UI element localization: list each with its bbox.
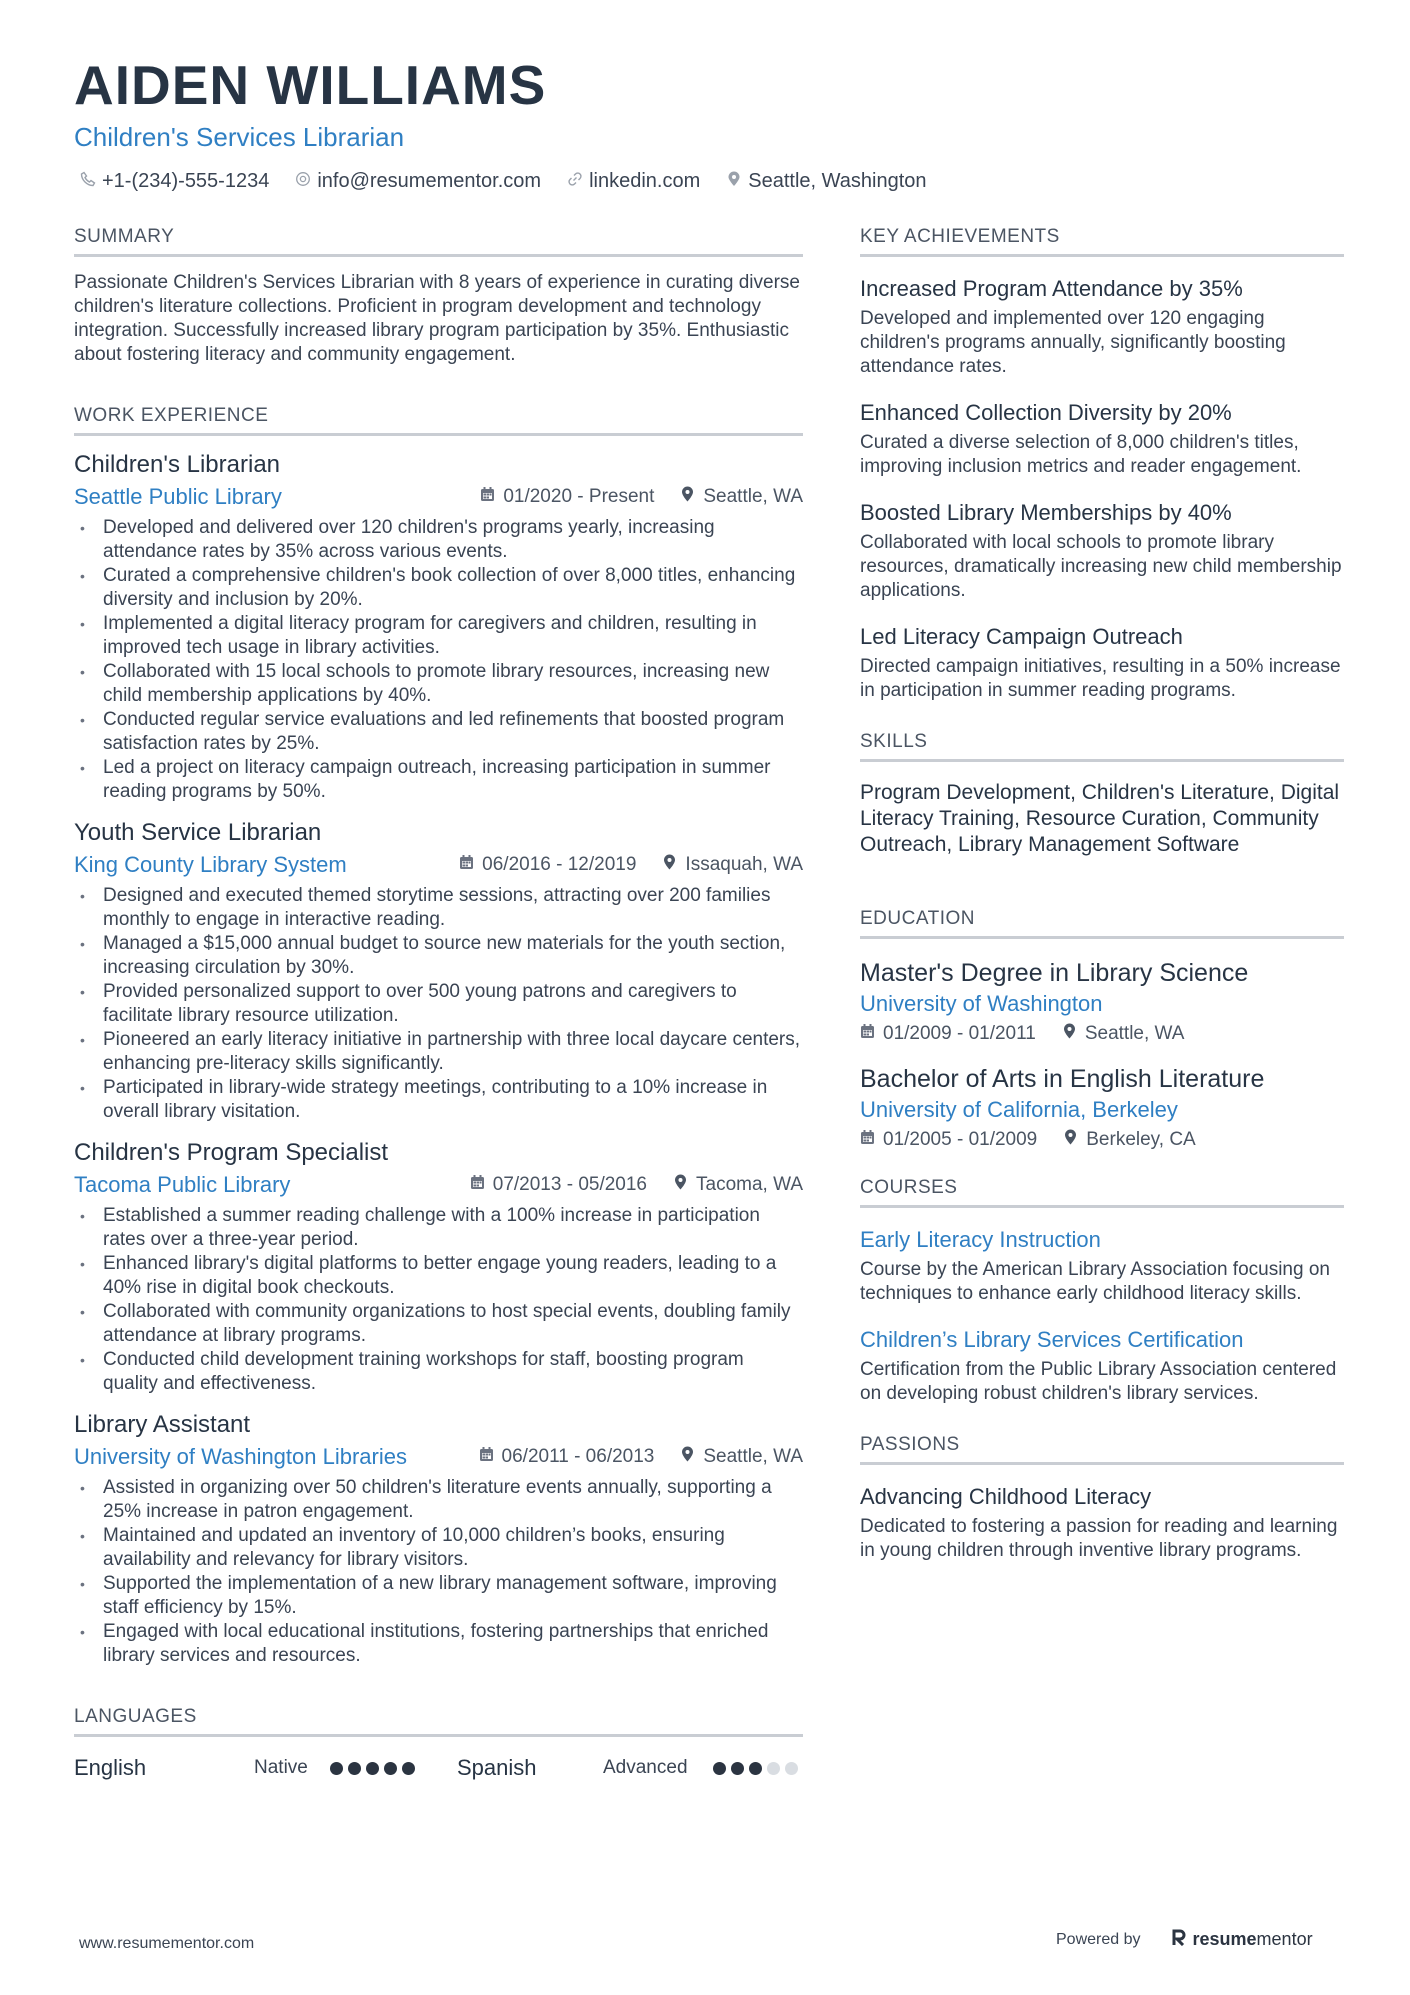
brand-mark-icon <box>1171 1928 1187 1951</box>
courses-section <box>860 1177 1344 1406</box>
achievement-text: Directed campaign initiatives, resulting in a 50% increase in participation in summer reading programs. <box>860 656 1341 701</box>
location-pin-icon <box>726 170 742 193</box>
calendar-icon <box>860 1129 875 1151</box>
bullet-item: • Assisted in organizing over 50 children's literature events annually, supporting a 25% increase in patron engagement. <box>74 1476 803 1524</box>
job-bullets <box>74 1204 803 1396</box>
job-location-text: Issaquah, WA <box>685 854 803 875</box>
bullet-item: • Participated in library-wide strategy meetings, contributing to a 10% increase in overall library visitation. <box>74 1076 803 1124</box>
language-rating <box>713 1762 798 1775</box>
job-title: Youth Service Librarian <box>74 819 322 846</box>
achievements-section <box>860 226 1344 703</box>
degree-title: Master's Degree in Library Science <box>860 959 1249 987</box>
job-dates-text: 01/2020 - Present <box>503 486 655 507</box>
job-location-text: Seattle, WA <box>703 486 803 507</box>
contact-linkedin[interactable] <box>567 170 700 193</box>
achievement-item <box>860 499 1344 603</box>
achievement-item <box>860 623 1344 703</box>
achievement-title: Boosted Library Memberships by 40% <box>860 500 1232 525</box>
bullet-item: • Maintained and updated an inventory of 10,000 children’s books, ensuring availability and relevancy for library visitors. <box>74 1524 803 1572</box>
job-location-text: Seattle, WA <box>703 1446 803 1467</box>
company-name[interactable]: King County Library System <box>74 852 347 877</box>
location-pin-icon <box>673 1174 688 1196</box>
brand-logo[interactable] <box>1171 1928 1313 1951</box>
calendar-icon <box>470 1174 485 1196</box>
job-title: Library Assistant <box>74 1411 251 1438</box>
rating-dot <box>731 1762 744 1775</box>
bullet-item: • Curated a comprehensive children's book collection of over 8,000 titles, enhancing diversity and inclusion by 20%. <box>74 564 803 612</box>
contact-bar <box>80 170 927 193</box>
language-item <box>457 1755 798 1781</box>
achievement-title: Led Literacy Campaign Outreach <box>860 624 1183 649</box>
job-dates-text: 06/2011 - 06/2013 <box>501 1446 655 1467</box>
brand-bold: resume <box>1192 1929 1257 1949</box>
rating-dot <box>767 1762 780 1775</box>
job-meta <box>74 1444 803 1470</box>
education-list <box>860 957 1344 1151</box>
job-meta-right <box>470 1174 803 1196</box>
work-experience-section <box>74 405 803 1668</box>
school-name[interactable]: University of Washington <box>860 991 1103 1016</box>
course-title[interactable]: Early Literacy Instruction <box>860 1227 1101 1252</box>
email-text: info@resumementor.com <box>317 170 542 192</box>
achievement-item <box>860 399 1344 479</box>
language-name: English <box>74 1755 147 1780</box>
degree-title: Bachelor of Arts in English Literature <box>860 1065 1265 1093</box>
education-item <box>860 1063 1344 1151</box>
rating-dot <box>330 1762 343 1775</box>
bullet-item: • Engaged with local educational institutions, fostering partnerships that enriched library services and resources. <box>74 1620 803 1668</box>
calendar-icon <box>479 1446 494 1468</box>
rating-dot <box>785 1762 798 1775</box>
achievement-item <box>860 275 1344 379</box>
contact-location <box>726 170 926 193</box>
summary-heading: SUMMARY <box>74 226 803 257</box>
passion-text: Dedicated to fostering a passion for reading and learning in young children through inventive library programs. <box>860 1516 1338 1561</box>
job-entry <box>74 1410 803 1668</box>
passion-item <box>860 1483 1344 1563</box>
job-meta <box>74 1172 803 1198</box>
calendar-icon <box>480 486 495 508</box>
education-section <box>860 908 1344 1151</box>
language-level: Advanced <box>603 1757 688 1778</box>
brand-light: mentor <box>1256 1929 1313 1949</box>
bullet-item: • Conducted child development training workshops for staff, boosting program quality and effectiveness. <box>74 1348 803 1396</box>
location-pin-icon <box>662 854 677 876</box>
achievement-title: Enhanced Collection Diversity by 20% <box>860 400 1232 425</box>
job-dates-text: 06/2016 - 12/2019 <box>482 854 637 875</box>
education-location <box>1062 1023 1185 1045</box>
education-location-text: Seattle, WA <box>1084 1023 1185 1044</box>
bullet-item: • Pioneered an early literacy initiative in partnership with three local daycare centers, enhancing pre-literacy skills significantly. <box>74 1028 803 1076</box>
footer-brand <box>1056 1928 1313 1951</box>
education-heading: EDUCATION <box>860 908 1344 939</box>
passions-heading: PASSIONS <box>860 1434 1344 1465</box>
rating-dot <box>713 1762 726 1775</box>
linkedin-text: linkedin.com <box>589 170 701 192</box>
candidate-name: AIDEN WILLIAMS <box>74 54 547 116</box>
job-dates <box>459 854 636 876</box>
job-location <box>680 1446 803 1468</box>
bullet-item: • Managed a $15,000 annual budget to source new materials for the youth section, increasing circulation by 30%. <box>74 932 803 980</box>
language-rating <box>330 1762 415 1775</box>
bullet-item: • Established a summer reading challenge with a 100% increase in participation rates over a three-year period. <box>74 1204 803 1252</box>
language-level: Native <box>254 1757 308 1778</box>
bullet-item: • Collaborated with 15 local schools to promote library resources, increasing new child membership applications by 40%. <box>74 660 803 708</box>
rating-dot <box>348 1762 361 1775</box>
location-pin-icon <box>680 486 695 508</box>
achievement-text: Collaborated with local schools to promote library resources, dramatically increasing new child membership applications. <box>860 532 1342 601</box>
job-dates-text: 07/2013 - 05/2016 <box>492 1174 647 1195</box>
location-text: Seattle, Washington <box>748 170 927 192</box>
work-experience-heading: WORK EXPERIENCE <box>74 405 803 436</box>
education-location <box>1063 1129 1195 1151</box>
job-bullets <box>74 516 803 804</box>
bullet-item: • Developed and delivered over 120 children's programs yearly, increasing attendance rates by 35% across various events. <box>74 516 803 564</box>
location-pin-icon <box>680 1446 695 1468</box>
job-location <box>662 854 803 876</box>
rating-dot <box>749 1762 762 1775</box>
job-meta <box>74 852 803 878</box>
passion-list <box>860 1483 1344 1563</box>
at-icon <box>295 170 311 193</box>
summary-section <box>74 226 803 367</box>
bullet-item: • Conducted regular service evaluations and led refinements that boosted program satisfaction rates by 25%. <box>74 708 803 756</box>
courses-heading: COURSES <box>860 1177 1344 1208</box>
passion-title: Advancing Childhood Literacy <box>860 1484 1152 1509</box>
achievement-list <box>860 275 1344 703</box>
education-meta <box>860 1023 1344 1045</box>
education-location-text: Berkeley, CA <box>1086 1129 1196 1150</box>
education-meta <box>860 1129 1344 1151</box>
contact-email[interactable] <box>295 170 541 193</box>
rating-dot <box>366 1762 379 1775</box>
achievement-title: Increased Program Attendance by 35% <box>860 276 1243 301</box>
phone-text: +1-(234)-555-1234 <box>102 170 270 192</box>
course-list <box>860 1226 1344 1406</box>
calendar-icon <box>459 854 474 876</box>
powered-by-text: Powered by <box>1056 1930 1141 1948</box>
course-text: Course by the American Library Association focusing on techniques to enhance early childhood literacy skills. <box>860 1259 1330 1304</box>
education-dates <box>860 1129 1037 1151</box>
skills-section <box>860 731 1344 858</box>
right-column <box>860 226 1344 1583</box>
course-title[interactable]: Children’s Library Services Certification <box>860 1327 1244 1352</box>
course-item <box>860 1326 1344 1406</box>
bullet-item: • Designed and executed themed storytime sessions, attracting over 200 families monthly to engage in interactive reading. <box>74 884 803 932</box>
job-title: Children's Librarian <box>74 451 281 478</box>
job-bullets <box>74 884 803 1124</box>
bullet-item: • Supported the implementation of a new library management software, improving staff efficiency by 15%. <box>74 1572 803 1620</box>
education-dates-text: 01/2009 - 01/2011 <box>883 1023 1036 1044</box>
bullet-item: • Enhanced library's digital platforms to better engage young readers, leading to a 40% rise in digital book checkouts. <box>74 1252 803 1300</box>
candidate-role: Children's Services Librarian <box>74 122 405 152</box>
course-text: Certification from the Public Library Association centered on developing robust children's library services. <box>860 1359 1337 1404</box>
phone-icon <box>80 170 96 193</box>
school-name[interactable]: University of California, Berkeley <box>860 1097 1178 1122</box>
job-meta <box>74 484 803 510</box>
job-location-text: Tacoma, WA <box>696 1174 803 1195</box>
bullet-item: • Provided personalized support to over 500 young patrons and caregivers to facilitate library resource utilization. <box>74 980 803 1028</box>
job-dates <box>480 486 654 508</box>
job-dates <box>470 1174 647 1196</box>
achievements-heading: KEY ACHIEVEMENTS <box>860 226 1344 257</box>
course-item <box>860 1226 1344 1306</box>
job-entry <box>74 450 803 804</box>
bullet-item: • Collaborated with community organizations to host special events, doubling family attendance at library programs. <box>74 1300 803 1348</box>
skills-text: Program Development, Children's Literature, Digital Literacy Training, Resource Curation, Community Outreach, Library Management Software <box>860 781 1340 856</box>
job-entry <box>74 818 803 1124</box>
education-dates-text: 01/2005 - 01/2009 <box>883 1129 1038 1150</box>
job-location <box>680 486 803 508</box>
education-dates <box>860 1023 1036 1045</box>
company-name[interactable]: University of Washington Libraries <box>74 1444 407 1469</box>
job-list <box>74 450 803 1668</box>
job-dates <box>479 1446 655 1468</box>
bullet-item: • Implemented a digital literacy program for caregivers and children, resulting in improved tech usage in library activities. <box>74 612 803 660</box>
job-bullets <box>74 1476 803 1668</box>
languages-section <box>74 1706 803 1781</box>
contact-phone[interactable] <box>80 170 269 193</box>
job-meta-right <box>480 486 803 508</box>
rating-dot <box>384 1762 397 1775</box>
rating-dot <box>402 1762 415 1775</box>
location-pin-icon <box>1062 1023 1077 1045</box>
link-icon <box>567 170 583 193</box>
passions-section <box>860 1434 1344 1563</box>
summary-text: Passionate Children's Services Librarian with 8 years of experience in curating diverse children's literature collections. Proficient in program development and technology integration. Successfully increased library program participation by 35%. Enthusiastic about fostering literacy and community engagement. <box>74 272 800 365</box>
footer-website[interactable]: www.resumementor.com <box>79 1935 255 1952</box>
calendar-icon <box>860 1023 875 1045</box>
job-meta-right <box>459 854 803 876</box>
languages-heading: LANGUAGES <box>74 1706 803 1737</box>
company-name[interactable]: Tacoma Public Library <box>74 1172 291 1197</box>
language-name: Spanish <box>457 1755 537 1780</box>
company-name[interactable]: Seattle Public Library <box>74 484 282 509</box>
language-list <box>74 1755 803 1781</box>
left-column <box>74 226 803 1781</box>
language-item <box>74 1755 415 1781</box>
job-location <box>673 1174 803 1196</box>
skills-heading: SKILLS <box>860 731 1344 762</box>
education-item <box>860 957 1344 1045</box>
job-entry <box>74 1138 803 1396</box>
job-meta-right <box>479 1446 803 1468</box>
achievement-text: Curated a diverse selection of 8,000 children's titles, improving inclusion metrics and reader engagement. <box>860 432 1302 477</box>
bullet-item: • Led a project on literacy campaign outreach, increasing participation in summer reading programs by 50%. <box>74 756 803 804</box>
achievement-text: Developed and implemented over 120 engaging children's programs annually, significantly boosting attendance rates. <box>860 308 1286 377</box>
location-pin-icon <box>1063 1129 1078 1151</box>
job-title: Children's Program Specialist <box>74 1139 389 1166</box>
